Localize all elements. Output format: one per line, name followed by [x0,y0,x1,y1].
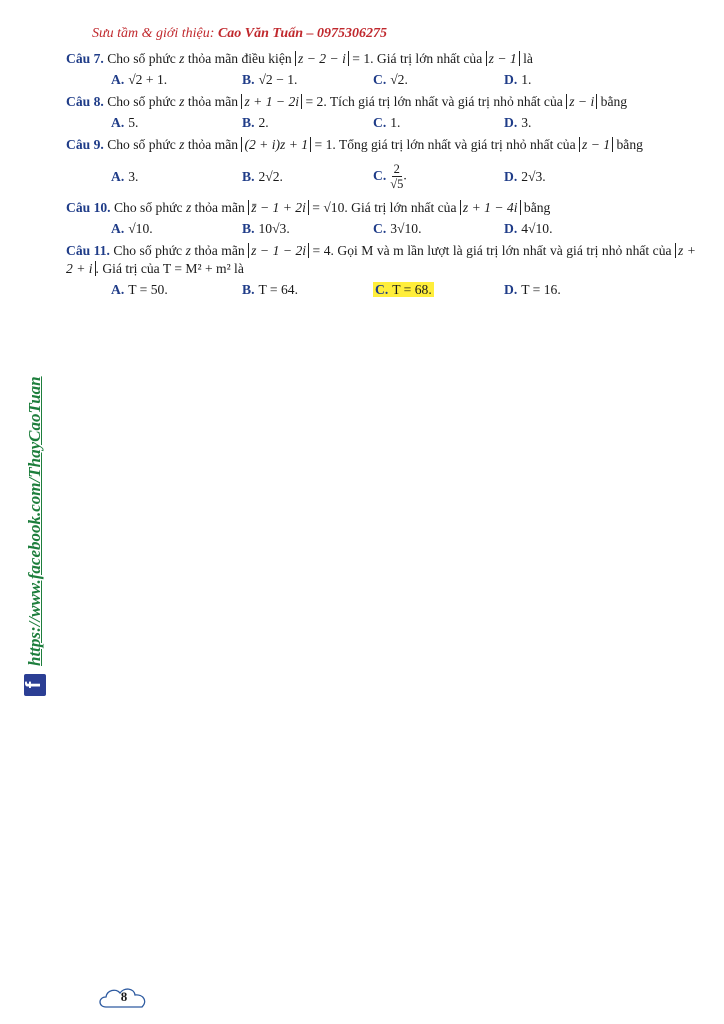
option-value: T = 50. [128,282,168,297]
option-letter: B. [242,72,255,87]
text-part: bằng [520,200,551,215]
option-a[interactable] [111,220,242,238]
text-part: Cho số phức [107,137,180,152]
option-a[interactable] [111,114,242,132]
option-c[interactable] [373,281,504,299]
option-d[interactable] [504,168,635,186]
math-abs: z − 1 [486,51,520,66]
header-prefix: Sưu tầm & giới thiệu: [92,26,218,41]
option-a[interactable] [111,71,242,89]
math-abs: z + 1 − 2i [241,94,302,109]
question-8 [66,93,696,132]
option-value: T = 64. [258,282,298,297]
option-letter: C. [373,115,387,130]
options-row [66,114,696,132]
fraction-denominator: √5 [390,177,404,191]
question-10 [66,199,696,238]
options-row [66,281,696,299]
question-text [66,199,696,217]
option-b[interactable] [242,114,373,132]
question-text [66,242,696,278]
option-value: 2. [258,115,269,130]
math-var: z [179,51,185,66]
option-letter: A. [111,72,125,87]
option-letter: D. [504,221,518,236]
math-abs: z + 2 + i [66,243,696,276]
text-part: = 4. Gọi M và m lần lượt là giá trị lớn nhất và giá trị nhỏ nhất của [309,243,676,258]
fraction [390,162,403,191]
text-part: = 2. Tích giá trị lớn nhất và giá trị nhỏ nhất của [302,94,567,109]
option-value: T = 16. [521,282,561,297]
question-list [66,50,696,303]
question-text [66,136,696,154]
option-value: 3√10. [390,221,422,236]
question-9 [66,136,696,191]
option-value: 10√3. [258,221,290,236]
option-letter: A. [111,168,125,184]
option-letter: B. [242,115,255,130]
math-abs: (2 + i)z + 1 [241,137,311,152]
question-label: Câu 8. [66,94,104,109]
option-d[interactable] [504,71,635,89]
option-b[interactable] [242,168,373,186]
options-row [66,71,696,89]
header-author: Cao Văn Tuấn – 0975306275 [217,26,388,41]
text-part: thỏa mãn [184,137,242,152]
option-value: 5. [128,115,139,130]
option-d[interactable] [504,281,635,299]
question-label: Câu 7. [66,51,104,66]
question-label: Câu 11. [66,243,110,258]
option-value: 3. [521,115,532,130]
option-b[interactable] [242,71,373,89]
math-var: z [179,137,185,152]
option-d[interactable] [504,114,635,132]
option-letter: C. [373,72,387,87]
option-c[interactable] [373,220,504,238]
option-value: √2 − 1. [258,72,298,87]
text-part: Cho số phức [113,200,186,215]
question-text [66,93,696,111]
option-letter: C. [375,282,389,297]
option-b[interactable] [242,220,373,238]
option-letter: D. [504,72,518,87]
option-letter: B. [242,168,255,184]
option-value: √2. [390,72,408,87]
option-c[interactable] [373,114,504,132]
text-part: = 1. Tổng giá trị lớn nhất và giá trị nhỏ nhất của [311,137,580,152]
math-var: z [185,243,191,258]
facebook-sidebar [22,356,48,696]
page-number-text: 8 [120,989,128,1004]
text-part: . Giá trị của T = M² + m² là [95,261,244,276]
option-value: 1. [390,115,401,130]
option-c[interactable] [373,71,504,89]
options-row [66,162,696,191]
option-a[interactable] [111,168,242,186]
math-abs: z − i [566,94,597,109]
fraction-numerator: 2 [393,162,400,176]
text-part: Cho số phức [107,94,180,109]
question-7 [66,50,696,89]
option-letter: C. [373,167,387,183]
option-letter: A. [111,282,125,297]
option-letter: B. [242,282,255,297]
math-abs: z̄ − 1 + 2i [248,200,309,215]
question-11 [66,242,696,299]
math-abs: z + 1 − 4i [460,200,521,215]
math-var: z [185,200,192,215]
option-a[interactable] [111,281,242,299]
text-part: thỏa mãn [184,94,242,109]
option-d[interactable] [504,220,635,238]
text-part: = 1. Giá trị lớn nhất của [348,51,486,66]
option-letter: B. [242,221,255,236]
facebook-icon[interactable]: f [24,674,46,696]
option-letter: A. [111,115,125,130]
text-part: thỏa mãn [190,243,249,258]
option-b[interactable] [242,281,373,299]
option-value: T = 68. [392,282,432,297]
text-part: thỏa mãn điều kiện [184,51,296,66]
highlighted-answer [373,282,434,297]
text-part: = √10. Giá trị lớn nhất của [308,200,460,215]
option-letter: A. [111,221,125,236]
option-value: √10. [128,221,153,236]
question-label: Câu 10. [66,200,111,215]
option-value: √2 + 1. [128,72,168,87]
math-abs: z − 1 − 2i [248,243,309,258]
question-label: Câu 9. [66,137,104,152]
facebook-link[interactable]: https://www.facebook.com/ThayCaoTuan [25,376,44,666]
math-abs: z − 1 [579,137,613,152]
option-letter: D. [504,282,518,297]
text-part: Cho số phức [107,51,180,66]
math-abs: z − 2 − i [295,51,349,66]
page-number [96,985,152,1011]
option-letter: C. [373,221,387,236]
option-value: 2√2. [258,168,283,184]
text-part: bằng [597,94,628,109]
page-header [92,26,387,42]
text-part: Cho số phức [113,243,186,258]
text-part: thỏa mãn [191,200,249,215]
option-c[interactable]: C. $\frac{2}{√5}$ . [373,162,407,191]
question-text [66,50,696,68]
text-part: là [519,51,533,66]
option-letter: D. [504,168,518,184]
text-part: bằng [613,137,643,152]
option-value: 3. [128,168,139,184]
options-row [66,220,696,238]
option-letter: D. [504,115,518,130]
option-value: 1. [521,72,532,87]
option-value: 4√10. [521,221,553,236]
option-value: 2√3. [521,168,546,184]
math-var: z [179,94,185,109]
